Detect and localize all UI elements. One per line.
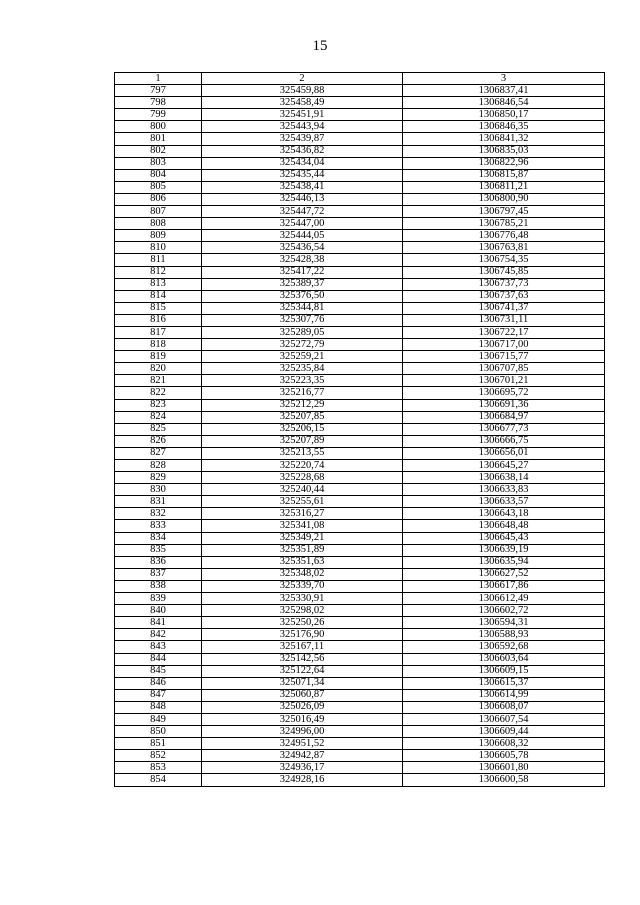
table-row — [115, 121, 605, 133]
point-number-cell: 830 — [115, 484, 202, 496]
point-number-cell: 839 — [115, 593, 202, 605]
x-coordinate-cell: 325142,56 — [202, 653, 403, 665]
x-coordinate-cell: 325344,81 — [202, 302, 403, 314]
point-number-cell: 813 — [115, 278, 202, 290]
table-row — [115, 605, 605, 617]
table-row — [115, 133, 605, 145]
table-row — [115, 109, 605, 121]
y-coordinate-cell: 1306638,14 — [403, 472, 605, 484]
x-coordinate-cell: 325459,88 — [202, 85, 403, 97]
y-coordinate-cell: 1306846,54 — [403, 97, 605, 109]
y-coordinate-cell: 1306815,87 — [403, 169, 605, 181]
y-coordinate-cell: 1306691,36 — [403, 399, 605, 411]
x-coordinate-cell: 325436,82 — [202, 145, 403, 157]
point-number-cell: 831 — [115, 496, 202, 508]
x-coordinate-cell: 325167,11 — [202, 641, 403, 653]
x-coordinate-cell: 325240,44 — [202, 484, 403, 496]
x-coordinate-cell: 325216,77 — [202, 387, 403, 399]
table-row — [115, 145, 605, 157]
x-coordinate-cell: 325122,64 — [202, 665, 403, 677]
y-coordinate-cell: 1306822,96 — [403, 157, 605, 169]
y-coordinate-cell: 1306608,07 — [403, 701, 605, 713]
y-coordinate-cell: 1306617,86 — [403, 580, 605, 592]
y-coordinate-cell: 1306639,19 — [403, 544, 605, 556]
table-row — [115, 484, 605, 496]
table-row — [115, 375, 605, 387]
table-row — [115, 544, 605, 556]
x-coordinate-cell: 325436,54 — [202, 242, 403, 254]
point-number-cell: 806 — [115, 193, 202, 205]
page-number: 15 — [312, 38, 328, 54]
point-number-cell: 819 — [115, 351, 202, 363]
y-coordinate-cell: 1306666,75 — [403, 435, 605, 447]
table-row — [115, 363, 605, 375]
y-coordinate-cell: 1306648,48 — [403, 520, 605, 532]
y-coordinate-cell: 1306717,00 — [403, 339, 605, 351]
point-number-cell: 800 — [115, 121, 202, 133]
point-number-cell: 844 — [115, 653, 202, 665]
x-coordinate-cell: 325176,90 — [202, 629, 403, 641]
y-coordinate-cell: 1306607,54 — [403, 713, 605, 725]
y-coordinate-cell: 1306615,37 — [403, 677, 605, 689]
table-row — [115, 447, 605, 459]
x-coordinate-cell: 325341,08 — [202, 520, 403, 532]
point-number-cell: 817 — [115, 326, 202, 338]
y-coordinate-cell: 1306841,32 — [403, 133, 605, 145]
point-number-cell: 842 — [115, 629, 202, 641]
y-coordinate-cell: 1306603,64 — [403, 653, 605, 665]
point-number-cell: 803 — [115, 157, 202, 169]
x-coordinate-cell: 324928,16 — [202, 774, 403, 786]
point-number-cell: 841 — [115, 617, 202, 629]
y-coordinate-cell: 1306850,17 — [403, 109, 605, 121]
y-coordinate-cell: 1306608,32 — [403, 738, 605, 750]
point-number-cell: 828 — [115, 460, 202, 472]
y-coordinate-cell: 1306609,15 — [403, 665, 605, 677]
y-coordinate-cell: 1306601,80 — [403, 762, 605, 774]
point-number-cell: 812 — [115, 266, 202, 278]
x-coordinate-cell: 325316,27 — [202, 508, 403, 520]
point-number-cell: 797 — [115, 85, 202, 97]
point-number-cell: 833 — [115, 520, 202, 532]
y-coordinate-cell: 1306695,72 — [403, 387, 605, 399]
table-row — [115, 641, 605, 653]
table-row — [115, 85, 605, 97]
x-coordinate-cell: 325438,41 — [202, 181, 403, 193]
table-row — [115, 593, 605, 605]
y-coordinate-cell: 1306800,90 — [403, 193, 605, 205]
x-coordinate-cell: 324996,00 — [202, 726, 403, 738]
x-coordinate-cell: 325206,15 — [202, 423, 403, 435]
y-coordinate-cell: 1306627,52 — [403, 568, 605, 580]
y-coordinate-cell: 1306609,44 — [403, 726, 605, 738]
x-coordinate-cell: 325060,87 — [202, 689, 403, 701]
y-coordinate-cell: 1306737,63 — [403, 290, 605, 302]
x-coordinate-cell: 325447,00 — [202, 218, 403, 230]
y-coordinate-cell: 1306776,48 — [403, 230, 605, 242]
y-coordinate-cell: 1306837,41 — [403, 85, 605, 97]
y-coordinate-cell: 1306785,21 — [403, 218, 605, 230]
x-coordinate-cell: 325348,02 — [202, 568, 403, 580]
x-coordinate-cell: 325207,85 — [202, 411, 403, 423]
point-number-cell: 851 — [115, 738, 202, 750]
table-row — [115, 435, 605, 447]
x-coordinate-cell: 325228,68 — [202, 472, 403, 484]
y-coordinate-cell: 1306656,01 — [403, 447, 605, 459]
table-row — [115, 520, 605, 532]
y-coordinate-cell: 1306737,73 — [403, 278, 605, 290]
column-header-1: 1 — [115, 73, 202, 85]
point-number-cell: 832 — [115, 508, 202, 520]
point-number-cell: 825 — [115, 423, 202, 435]
y-coordinate-cell: 1306741,37 — [403, 302, 605, 314]
coordinates-table — [114, 72, 605, 787]
point-number-cell: 814 — [115, 290, 202, 302]
table-row — [115, 653, 605, 665]
table-row — [115, 387, 605, 399]
x-coordinate-cell: 325016,49 — [202, 713, 403, 725]
x-coordinate-cell: 325220,74 — [202, 460, 403, 472]
point-number-cell: 810 — [115, 242, 202, 254]
table-row — [115, 762, 605, 774]
point-number-cell: 811 — [115, 254, 202, 266]
y-coordinate-cell: 1306684,97 — [403, 411, 605, 423]
x-coordinate-cell: 325439,87 — [202, 133, 403, 145]
x-coordinate-cell: 325026,09 — [202, 701, 403, 713]
y-coordinate-cell: 1306602,72 — [403, 605, 605, 617]
x-coordinate-cell: 325235,84 — [202, 363, 403, 375]
x-coordinate-cell: 325307,76 — [202, 314, 403, 326]
x-coordinate-cell: 325446,13 — [202, 193, 403, 205]
point-number-cell: 807 — [115, 206, 202, 218]
x-coordinate-cell: 325351,63 — [202, 556, 403, 568]
point-number-cell: 834 — [115, 532, 202, 544]
point-number-cell: 805 — [115, 181, 202, 193]
point-number-cell: 835 — [115, 544, 202, 556]
x-coordinate-cell: 325071,34 — [202, 677, 403, 689]
y-coordinate-cell: 1306592,68 — [403, 641, 605, 653]
table-row — [115, 206, 605, 218]
x-coordinate-cell: 325259,21 — [202, 351, 403, 363]
point-number-cell: 850 — [115, 726, 202, 738]
table-row — [115, 278, 605, 290]
point-number-cell: 818 — [115, 339, 202, 351]
point-number-cell: 854 — [115, 774, 202, 786]
table-row — [115, 254, 605, 266]
point-number-cell: 824 — [115, 411, 202, 423]
point-number-cell: 853 — [115, 762, 202, 774]
y-coordinate-cell: 1306797,45 — [403, 206, 605, 218]
y-coordinate-cell: 1306715,77 — [403, 351, 605, 363]
y-coordinate-cell: 1306588,93 — [403, 629, 605, 641]
table-row — [115, 266, 605, 278]
x-coordinate-cell: 325389,37 — [202, 278, 403, 290]
x-coordinate-cell: 325289,05 — [202, 326, 403, 338]
table-row — [115, 218, 605, 230]
x-coordinate-cell: 325207,89 — [202, 435, 403, 447]
table-row — [115, 97, 605, 109]
point-number-cell: 845 — [115, 665, 202, 677]
point-number-cell: 799 — [115, 109, 202, 121]
point-number-cell: 808 — [115, 218, 202, 230]
table-row — [115, 689, 605, 701]
table-row — [115, 193, 605, 205]
x-coordinate-cell: 325376,50 — [202, 290, 403, 302]
point-number-cell: 820 — [115, 363, 202, 375]
table-row — [115, 726, 605, 738]
y-coordinate-cell: 1306633,83 — [403, 484, 605, 496]
table-row — [115, 290, 605, 302]
table-row — [115, 411, 605, 423]
point-number-cell: 822 — [115, 387, 202, 399]
x-coordinate-cell: 325443,94 — [202, 121, 403, 133]
y-coordinate-cell: 1306643,18 — [403, 508, 605, 520]
table-row — [115, 169, 605, 181]
y-coordinate-cell: 1306835,03 — [403, 145, 605, 157]
table-header-row — [115, 73, 605, 85]
column-header-2: 2 — [202, 73, 403, 85]
table-row — [115, 496, 605, 508]
x-coordinate-cell: 325272,79 — [202, 339, 403, 351]
x-coordinate-cell: 324951,52 — [202, 738, 403, 750]
y-coordinate-cell: 1306645,43 — [403, 532, 605, 544]
y-coordinate-cell: 1306645,27 — [403, 460, 605, 472]
point-number-cell: 802 — [115, 145, 202, 157]
table-body — [115, 85, 605, 786]
point-number-cell: 829 — [115, 472, 202, 484]
table-row — [115, 713, 605, 725]
table-row — [115, 532, 605, 544]
x-coordinate-cell: 325434,04 — [202, 157, 403, 169]
table-row — [115, 472, 605, 484]
x-coordinate-cell: 325212,29 — [202, 399, 403, 411]
table-row — [115, 302, 605, 314]
table-row — [115, 326, 605, 338]
table-row — [115, 556, 605, 568]
x-coordinate-cell: 325351,89 — [202, 544, 403, 556]
point-number-cell: 801 — [115, 133, 202, 145]
x-coordinate-cell: 325417,22 — [202, 266, 403, 278]
y-coordinate-cell: 1306731,11 — [403, 314, 605, 326]
y-coordinate-cell: 1306612,49 — [403, 593, 605, 605]
y-coordinate-cell: 1306811,21 — [403, 181, 605, 193]
point-number-cell: 823 — [115, 399, 202, 411]
point-number-cell: 815 — [115, 302, 202, 314]
table-row — [115, 665, 605, 677]
x-coordinate-cell: 325250,26 — [202, 617, 403, 629]
y-coordinate-cell: 1306594,31 — [403, 617, 605, 629]
point-number-cell: 821 — [115, 375, 202, 387]
point-number-cell: 804 — [115, 169, 202, 181]
y-coordinate-cell: 1306605,78 — [403, 750, 605, 762]
point-number-cell: 846 — [115, 677, 202, 689]
table-row — [115, 157, 605, 169]
x-coordinate-cell: 325428,38 — [202, 254, 403, 266]
table-row — [115, 339, 605, 351]
x-coordinate-cell: 324936,17 — [202, 762, 403, 774]
y-coordinate-cell: 1306707,85 — [403, 363, 605, 375]
table-row — [115, 314, 605, 326]
column-header-3: 3 — [403, 73, 605, 85]
point-number-cell: 849 — [115, 713, 202, 725]
table-row — [115, 242, 605, 254]
y-coordinate-cell: 1306677,73 — [403, 423, 605, 435]
table-row — [115, 423, 605, 435]
point-number-cell: 816 — [115, 314, 202, 326]
point-number-cell: 827 — [115, 447, 202, 459]
table-row — [115, 399, 605, 411]
point-number-cell: 843 — [115, 641, 202, 653]
table-row — [115, 774, 605, 786]
point-number-cell: 837 — [115, 568, 202, 580]
y-coordinate-cell: 1306600,58 — [403, 774, 605, 786]
point-number-cell: 809 — [115, 230, 202, 242]
x-coordinate-cell: 325444,05 — [202, 230, 403, 242]
x-coordinate-cell: 325213,55 — [202, 447, 403, 459]
table-row — [115, 701, 605, 713]
x-coordinate-cell: 325330,91 — [202, 593, 403, 605]
table-row — [115, 738, 605, 750]
y-coordinate-cell: 1306701,21 — [403, 375, 605, 387]
x-coordinate-cell: 325447,72 — [202, 206, 403, 218]
point-number-cell: 826 — [115, 435, 202, 447]
y-coordinate-cell: 1306614,99 — [403, 689, 605, 701]
table-row — [115, 580, 605, 592]
x-coordinate-cell: 325458,49 — [202, 97, 403, 109]
x-coordinate-cell: 325255,61 — [202, 496, 403, 508]
y-coordinate-cell: 1306722,17 — [403, 326, 605, 338]
y-coordinate-cell: 1306635,94 — [403, 556, 605, 568]
y-coordinate-cell: 1306846,35 — [403, 121, 605, 133]
y-coordinate-cell: 1306745,85 — [403, 266, 605, 278]
table-row — [115, 351, 605, 363]
x-coordinate-cell: 325451,91 — [202, 109, 403, 121]
table-row — [115, 181, 605, 193]
x-coordinate-cell: 325339,70 — [202, 580, 403, 592]
y-coordinate-cell: 1306633,57 — [403, 496, 605, 508]
table-row — [115, 750, 605, 762]
point-number-cell: 847 — [115, 689, 202, 701]
table-row — [115, 677, 605, 689]
table-row — [115, 460, 605, 472]
table-row — [115, 617, 605, 629]
point-number-cell: 848 — [115, 701, 202, 713]
table-row — [115, 629, 605, 641]
x-coordinate-cell: 325223,35 — [202, 375, 403, 387]
point-number-cell: 836 — [115, 556, 202, 568]
table-row — [115, 568, 605, 580]
x-coordinate-cell: 324942,87 — [202, 750, 403, 762]
table-row — [115, 508, 605, 520]
point-number-cell: 798 — [115, 97, 202, 109]
point-number-cell: 852 — [115, 750, 202, 762]
y-coordinate-cell: 1306754,35 — [403, 254, 605, 266]
y-coordinate-cell: 1306763,81 — [403, 242, 605, 254]
point-number-cell: 840 — [115, 605, 202, 617]
x-coordinate-cell: 325349,21 — [202, 532, 403, 544]
x-coordinate-cell: 325435,44 — [202, 169, 403, 181]
point-number-cell: 838 — [115, 580, 202, 592]
table-row — [115, 230, 605, 242]
x-coordinate-cell: 325298,02 — [202, 605, 403, 617]
